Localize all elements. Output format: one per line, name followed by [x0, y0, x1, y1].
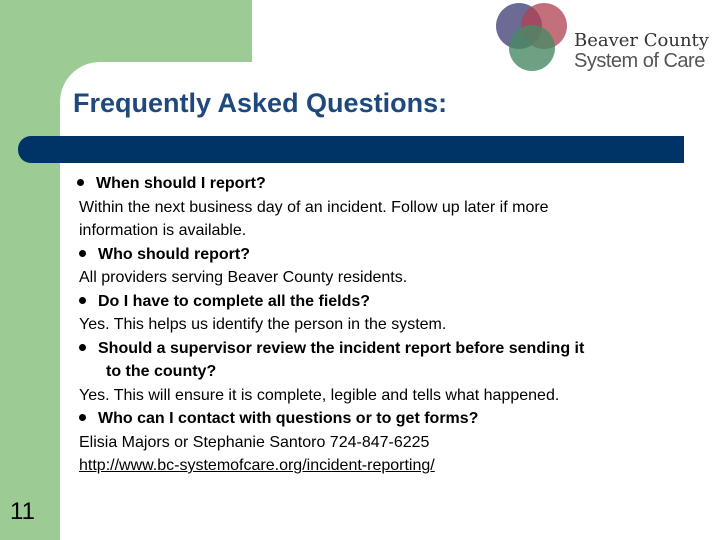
bullet-icon: [79, 297, 86, 304]
faq-answer: information is available.: [79, 222, 247, 239]
page-title: Frequently Asked Questions:: [73, 88, 448, 118]
faq-list: [79, 172, 679, 478]
faq-question: [79, 337, 679, 361]
faq-link-row: [79, 454, 679, 478]
logo-circles-icon: [496, 0, 576, 75]
bullet-icon: [79, 250, 86, 257]
faq-answer: Within the next business day of an incident. Follow up later if more: [79, 198, 549, 216]
bullet-icon: [79, 414, 86, 421]
bullet-icon: [79, 344, 86, 351]
incident-reporting-link[interactable]: http://www.bc-systemofcare.org/incident-reporting/: [79, 457, 435, 474]
faq-question: [79, 243, 679, 267]
faq-question-continued: to the county?: [106, 363, 217, 380]
faq-question: [79, 290, 679, 314]
logo-text-system-of-care: System of Care: [574, 50, 705, 72]
faq-question-text: Who should report?: [98, 245, 250, 263]
faq-answer: Yes. This will ensure it is complete, legible and tells what happened.: [79, 386, 560, 404]
faq-answer: Elisia Majors or Stephanie Santoro 724-847-6225: [79, 433, 430, 451]
faq-question-text: When should I report?: [96, 175, 266, 192]
bullet-icon: [77, 179, 84, 186]
page-number: 11: [10, 498, 35, 525]
faq-answer: Yes. This helps us identify the person in the system.: [79, 316, 447, 333]
faq-question: [79, 172, 679, 196]
faq-question-text: Who can I contact with questions or to get forms?: [98, 410, 479, 427]
logo-circle-green: [509, 25, 555, 71]
faq-answer: All providers serving Beaver County residents.: [79, 269, 408, 286]
logo-text-beaver-county: Beaver County: [574, 30, 709, 51]
faq-question-text: Should a supervisor review the incident report before sending it: [98, 339, 585, 357]
title-divider-band: [18, 136, 684, 163]
faq-question-text: Do I have to complete all the fields?: [98, 292, 371, 310]
faq-question: [79, 407, 679, 431]
